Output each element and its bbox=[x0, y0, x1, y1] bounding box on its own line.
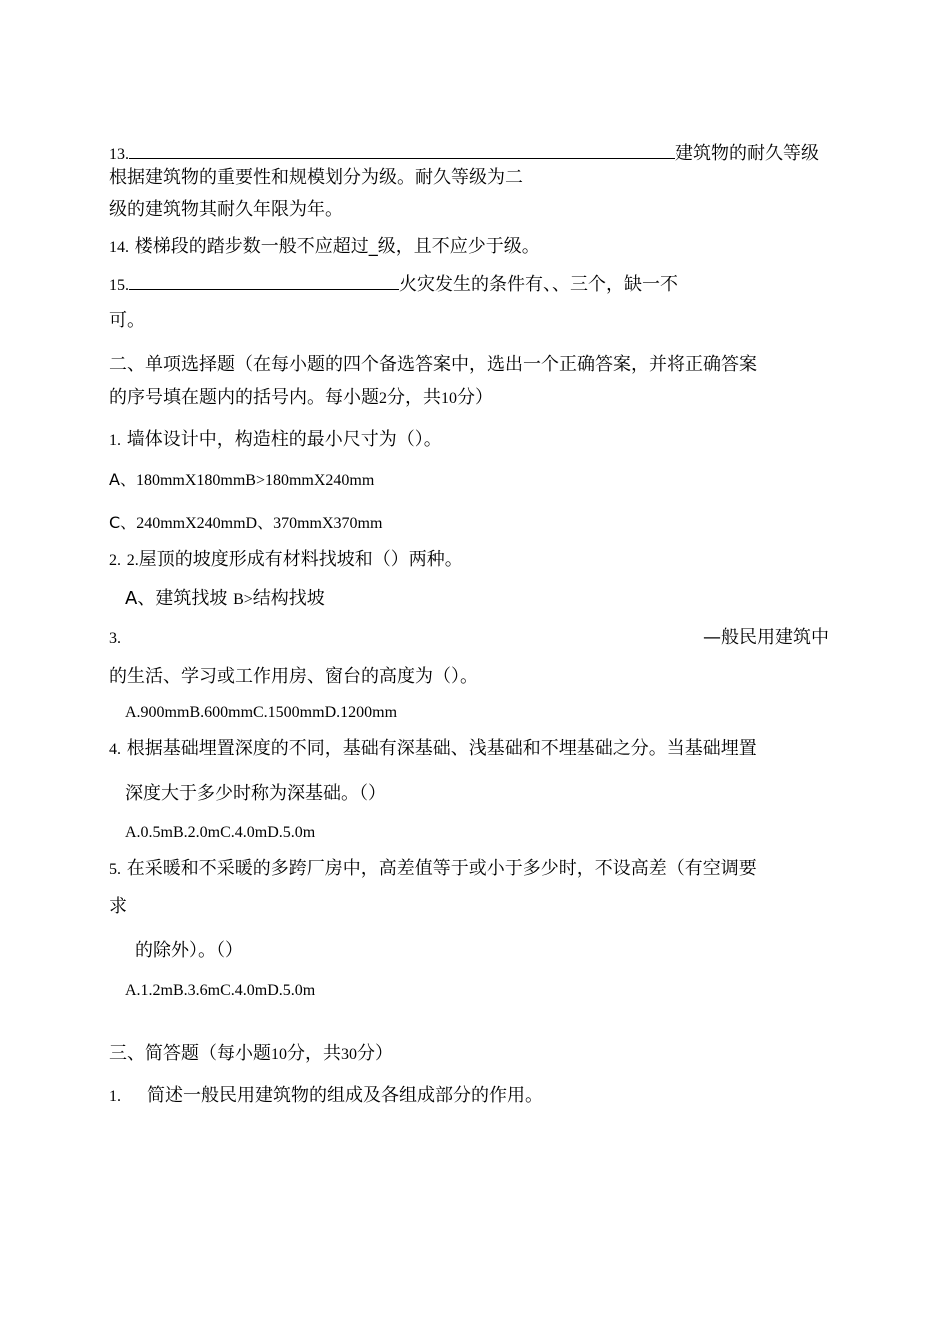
s2-q5-line3: 的除外）。（） bbox=[135, 940, 243, 961]
s2-q4-text: 根据基础埋置深度的不同，基础有深基础、浅基础和不埋基础之分。当基础埋置 bbox=[126, 738, 757, 759]
s2-q2-options bbox=[125, 587, 325, 612]
s2-q4-number: 4. bbox=[109, 741, 121, 758]
s2-q5-line1 bbox=[109, 857, 757, 882]
section2-points-each: 2 bbox=[379, 390, 387, 407]
section3-points-total: 30 bbox=[341, 1046, 357, 1063]
s2-q1-line bbox=[109, 428, 442, 453]
q15-line2: 可。 bbox=[109, 310, 145, 331]
s2-q5-text: 在采暖和不采暖的多跨厂房中，高差值等于或小于多少时，不设高差（有空调要 bbox=[126, 858, 757, 879]
option-a-label: A、 bbox=[109, 470, 136, 489]
s2-q3-options: A.900mmB.600mmC.1500mmD.1200mm bbox=[125, 704, 398, 721]
option-b-label: B> bbox=[233, 591, 253, 608]
q14-text: 楼梯段的踏步数一般不应超过_级，且不应少于级。 bbox=[134, 236, 540, 257]
s2-q2-inner-number: 2. bbox=[126, 552, 139, 569]
s2-q2-text: 屋顶的坡度形成有材料找坡和（）两种。 bbox=[138, 549, 463, 570]
section3-heading-text: 分） bbox=[357, 1043, 393, 1064]
section2-points-total: 10 bbox=[441, 390, 457, 407]
section3-heading-text: 三、简答题（每小题 bbox=[109, 1043, 271, 1064]
s2-q3-line2: 的生活、学习或工作用房、窗台的高度为（）。 bbox=[109, 666, 478, 687]
q15-text-tail: 火灾发生的条件有、、三个，缺一不 bbox=[399, 274, 678, 295]
q15-number: 15. bbox=[109, 277, 129, 294]
q13-line2: 根据建筑物的重要性和规模划分为级。耐久等级为二 bbox=[109, 167, 523, 188]
s2-q4-line1 bbox=[109, 737, 757, 762]
section2-heading-text: 分，共 bbox=[387, 387, 441, 408]
section3-heading bbox=[109, 1042, 393, 1067]
s2-q3-number: 3. bbox=[109, 630, 121, 647]
section2-heading-line2 bbox=[109, 386, 493, 411]
s3-q1-line bbox=[109, 1084, 543, 1109]
q14-number: 14. bbox=[109, 239, 129, 256]
section2-heading-text: 分） bbox=[457, 387, 493, 408]
s2-q1-number: 1. bbox=[109, 432, 121, 449]
section2-heading-text: 的序号填在题内的括号内。每小题 bbox=[109, 387, 379, 408]
option-b-text: 结构找坡 bbox=[252, 588, 325, 609]
section3-heading-text: 分，共 bbox=[287, 1043, 341, 1064]
s3-q1-text: 简述一般民用建筑物的组成及各组成部分的作用。 bbox=[147, 1085, 543, 1106]
s2-q3-number-line bbox=[109, 626, 121, 651]
section2-heading-line1: 二、单项选择题（在每小题的四个备选答案中，选出一个正确答案，并将正确答案 bbox=[109, 354, 757, 375]
q13-number: 13. bbox=[109, 146, 129, 163]
options-ab-text: 180mmX180mmB>180mmX240mm bbox=[135, 472, 375, 489]
option-d-text: 370mmX370mm bbox=[273, 515, 383, 532]
q13-line1 bbox=[109, 141, 819, 167]
q14-line bbox=[109, 235, 540, 260]
s2-q1-options-cd bbox=[109, 511, 382, 536]
s2-q5-options: A.1.2mB.3.6mC.4.0mD.5.0m bbox=[125, 982, 316, 999]
q15-blank[interactable] bbox=[129, 272, 399, 290]
s2-q4-options: A.0.5mB.2.0mC.4.0mD.5.0m bbox=[125, 824, 316, 841]
q15-line1 bbox=[109, 272, 678, 298]
s2-q5-number: 5. bbox=[109, 861, 121, 878]
s2-q1-text: 墙体设计中，构造柱的最小尺寸为（）。 bbox=[126, 429, 442, 450]
s2-q3-text-tail: —般民用建筑中 bbox=[703, 627, 829, 648]
option-c-label: C、 bbox=[109, 513, 137, 532]
q13-line3: 级的建筑物其耐久年限为年。 bbox=[109, 199, 343, 220]
section3-points-each: 10 bbox=[271, 1046, 287, 1063]
s2-q5-line2: 求 bbox=[109, 896, 127, 917]
s2-q2-line bbox=[109, 548, 463, 573]
option-a-text: A、建筑找坡 bbox=[125, 588, 228, 609]
s2-q4-line2: 深度大于多少时称为深基础。（） bbox=[125, 783, 386, 804]
s2-q1-options-ab bbox=[109, 468, 374, 493]
q13-blank[interactable] bbox=[129, 141, 675, 159]
option-c-text: 240mmX240mmD、 bbox=[136, 515, 274, 532]
s3-q1-number: 1. bbox=[109, 1088, 121, 1105]
s2-q2-number: 2. bbox=[109, 552, 121, 569]
q13-text-tail: 建筑物的耐久等级 bbox=[675, 143, 819, 164]
